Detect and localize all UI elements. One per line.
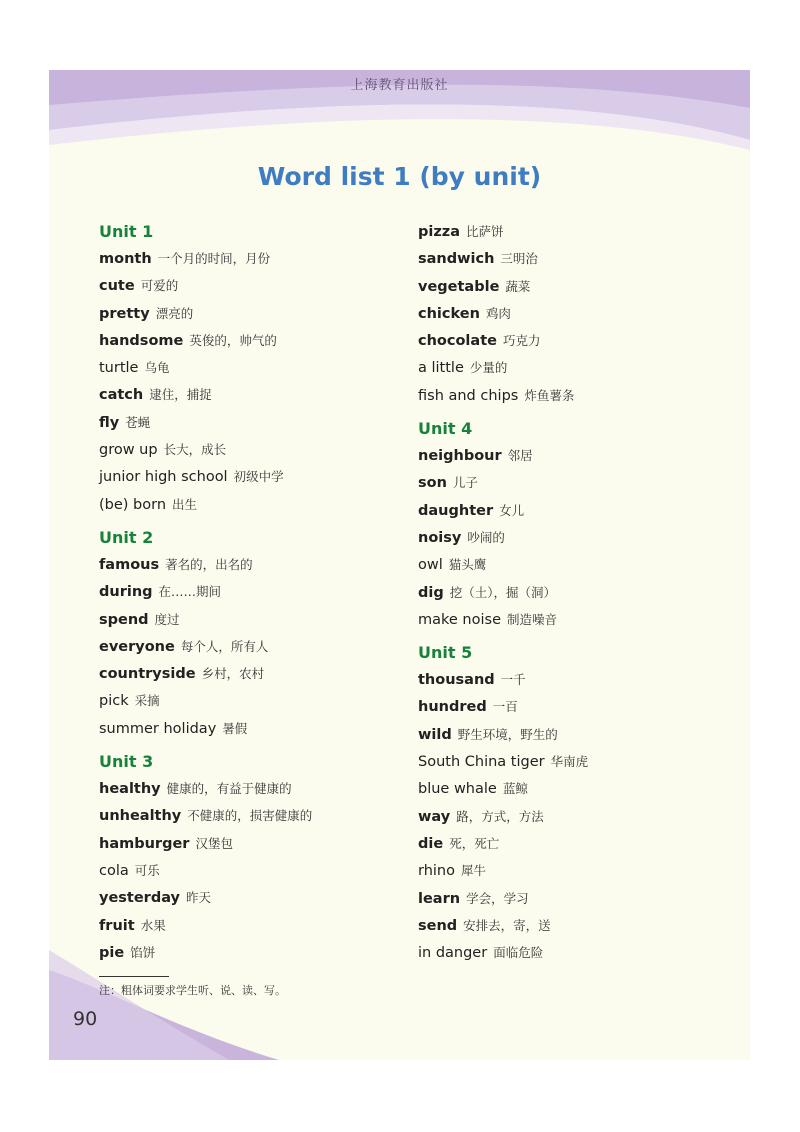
vocab-meaning: 可爱的: [140, 278, 179, 294]
vocab-entry: [418, 693, 718, 720]
vocab-meaning: 巧克力: [502, 333, 541, 349]
vocab-entry: [418, 721, 718, 748]
vocab-entry: [99, 775, 399, 802]
vocab-entry: [418, 885, 718, 912]
vocab-meaning: 可乐: [134, 862, 160, 878]
vocab-meaning: 水果: [140, 917, 166, 933]
vocab-word: owl: [418, 557, 443, 574]
vocab-entry: [418, 382, 718, 409]
vocab-meaning: 面临危险: [493, 945, 544, 961]
vocab-word: hamburger: [99, 835, 190, 852]
vocab-meaning: 邻居: [507, 448, 533, 464]
vocab-meaning: 华南虎: [550, 754, 589, 770]
vocab-word: pretty: [99, 305, 150, 322]
vocab-word: dig: [418, 584, 444, 601]
vocab-entry: [99, 272, 399, 299]
vocab-word: cute: [99, 278, 135, 295]
vocab-entry: [99, 687, 399, 714]
footnote-divider: [99, 976, 169, 977]
vocab-word: yesterday: [99, 890, 181, 907]
vocab-entry: [99, 436, 399, 463]
vocab-entry: [418, 939, 718, 966]
vocab-meaning: 死，死亡: [449, 835, 500, 851]
vocab-word: rhino: [418, 863, 455, 880]
vocab-word: fish and chips: [418, 387, 519, 404]
vocab-word: junior high school: [99, 469, 228, 486]
vocab-entry: [418, 803, 718, 830]
vocab-meaning: 漂亮的: [155, 305, 194, 321]
vocab-word: unhealthy: [99, 808, 182, 825]
vocab-meaning: 每个人，所有人: [180, 638, 269, 654]
vocab-entry: [99, 409, 399, 436]
vocab-meaning: 暑假: [222, 720, 248, 736]
vocab-meaning: 一千: [500, 672, 526, 688]
vocab-entry: [99, 463, 399, 490]
vocab-word: (be) born: [99, 496, 167, 513]
vocab-meaning: 猫头鹰: [448, 557, 487, 573]
vocab-entry: [418, 830, 718, 857]
vocab-word: month: [99, 251, 152, 267]
vocab-entry: [99, 578, 399, 605]
publisher-name: 上海教育出版社: [350, 78, 449, 93]
vocab-entry: [418, 551, 718, 578]
vocab-meaning: 乡村，农村: [201, 666, 265, 682]
vocab-word: handsome: [99, 332, 184, 349]
unit-heading: Unit 1: [99, 222, 154, 241]
page-number: 90: [73, 1008, 98, 1030]
vocab-meaning: 蓝鲸: [502, 781, 528, 797]
vocab-meaning: 在……期间: [158, 584, 222, 600]
vocab-word: learn: [418, 890, 461, 907]
vocab-meaning: 长大，成长: [163, 442, 227, 458]
vocab-word: fruit: [99, 917, 135, 934]
unit-heading: Unit 4: [418, 419, 473, 439]
vocab-entry: [99, 633, 399, 660]
vocab-entry: [418, 442, 718, 469]
bottom-decorative-band: [49, 950, 750, 1060]
vocab-entry: [99, 857, 399, 884]
vocab-word: South China tiger: [418, 754, 545, 771]
vocab-meaning: 三明治: [500, 251, 538, 267]
vocab-word: everyone: [99, 638, 175, 655]
vocab-word: summer holiday: [99, 720, 217, 737]
vocab-word: chocolate: [418, 333, 497, 350]
vocab-meaning: 英俊的，帅气的: [189, 332, 277, 348]
vocab-word: pick: [99, 693, 129, 710]
vocab-entry: [99, 715, 399, 742]
vocab-entry: [418, 912, 718, 939]
vocab-word: pizza: [418, 224, 461, 240]
page-title: Word list 1 (by unit): [257, 162, 542, 191]
vocab-meaning: 汉堡包: [195, 835, 233, 851]
unit-heading: Unit 5: [418, 643, 473, 663]
vocab-meaning: 安排去，寄，送: [463, 917, 551, 933]
vocab-word: die: [418, 835, 444, 852]
vocab-entry: [99, 300, 399, 327]
vocab-entry: [418, 497, 718, 524]
vocab-entry: [418, 245, 718, 272]
vocab-meaning: 鸡肉: [485, 305, 511, 321]
vocab-meaning: 一个月的时间，月份: [157, 251, 271, 266]
footnote: 注：粗体词要求学生听、说、读、写。: [99, 984, 286, 997]
vocab-word: way: [418, 808, 451, 825]
vocab-entry: [99, 830, 399, 857]
vocab-meaning: 昨天: [186, 890, 212, 906]
vocab-word: make noise: [418, 611, 501, 628]
vocab-meaning: 女儿: [499, 502, 525, 518]
vocab-meaning: 挖（土），掘（洞）: [449, 584, 556, 600]
vocab-meaning: 路，方式，方法: [456, 808, 544, 824]
vocab-entry: [99, 354, 399, 381]
vocab-meaning: 犀牛: [461, 863, 487, 879]
vocab-meaning: 炸鱼薯条: [524, 387, 575, 403]
vocab-word: spend: [99, 611, 149, 628]
vocab-meaning: 野生环境，野生的: [457, 726, 558, 742]
vocab-entry: [418, 857, 718, 884]
vocab-word: countryside: [99, 666, 196, 683]
vocab-meaning: 苍蝇: [125, 414, 151, 430]
vocab-word: catch: [99, 387, 144, 404]
vocab-word: chicken: [418, 305, 480, 322]
textbook-page: [49, 70, 750, 1060]
vocab-word: vegetable: [418, 278, 500, 295]
vocab-meaning: 著名的，出名的: [165, 556, 253, 572]
vocab-meaning: 蔬菜: [505, 278, 531, 294]
vocab-meaning: 制造噪音: [507, 611, 558, 627]
vocab-entry: [99, 884, 399, 911]
vocab-entry: [99, 802, 399, 829]
unit-heading: Unit 3: [99, 752, 154, 772]
vocab-entry: [99, 381, 399, 408]
vocab-meaning: 学会，学习: [466, 890, 529, 906]
vocab-word: turtle: [99, 360, 139, 377]
vocab-word: wild: [418, 726, 452, 743]
vocab-meaning: 比萨饼: [466, 224, 504, 239]
vocab-word: noisy: [418, 529, 462, 546]
vocab-word: thousand: [418, 672, 495, 689]
vocab-word: send: [418, 917, 458, 934]
vocab-entry: [418, 748, 718, 775]
vocab-entry: [99, 912, 399, 939]
vocab-entry: [99, 660, 399, 687]
vocab-word: a little: [418, 360, 464, 377]
vocab-meaning: 出生: [172, 496, 198, 512]
vocab-entry: [418, 300, 718, 327]
vocab-entry: [418, 775, 718, 802]
vocab-meaning: 初级中学: [233, 469, 284, 485]
vocab-word: grow up: [99, 442, 158, 459]
vocab-word: during: [99, 584, 153, 601]
vocab-entry: [99, 327, 399, 354]
vocab-entry: [418, 524, 718, 551]
vocab-word: fly: [99, 414, 120, 431]
vocab-meaning: 吵闹的: [467, 529, 505, 545]
word-column-left: [99, 218, 399, 966]
vocab-meaning: 度过: [154, 611, 180, 627]
vocab-meaning: 健康的，有益于健康的: [166, 781, 292, 797]
vocab-word: healthy: [99, 781, 161, 798]
vocab-entry: [418, 606, 718, 633]
vocab-word: pie: [99, 944, 125, 961]
vocab-meaning: 乌龟: [144, 360, 170, 376]
vocab-meaning: 儿子: [452, 475, 478, 491]
vocab-entry: [99, 245, 399, 272]
vocab-entry: [99, 491, 399, 518]
vocab-entry: [418, 469, 718, 496]
vocab-word: daughter: [418, 502, 494, 519]
vocab-entry: [418, 327, 718, 354]
vocab-entry: [99, 606, 399, 633]
vocab-entry: [99, 551, 399, 578]
vocab-entry: [418, 218, 718, 245]
vocab-word: hundred: [418, 699, 487, 716]
vocab-entry: [418, 273, 718, 300]
unit-heading: Unit 2: [99, 527, 154, 547]
vocab-meaning: 采摘: [134, 693, 160, 709]
vocab-word: sandwich: [418, 251, 495, 268]
vocab-word: son: [418, 475, 447, 492]
vocab-meaning: 馅饼: [130, 944, 156, 960]
vocab-word: cola: [99, 862, 129, 879]
vocab-meaning: 不健康的，损害健康的: [187, 808, 313, 824]
vocab-entry: [99, 939, 399, 966]
vocab-meaning: 逮住，捕捉: [149, 387, 212, 403]
word-column-right: [418, 218, 718, 966]
vocab-word: famous: [99, 556, 160, 573]
vocab-meaning: 少量的: [469, 360, 508, 376]
vocab-word: in danger: [418, 945, 488, 962]
vocab-entry: [418, 354, 718, 381]
vocab-entry: [418, 579, 718, 606]
vocab-meaning: 一百: [492, 699, 518, 715]
vocab-entry: [418, 666, 718, 693]
vocab-word: neighbour: [418, 448, 502, 465]
vocab-word: blue whale: [418, 781, 497, 798]
